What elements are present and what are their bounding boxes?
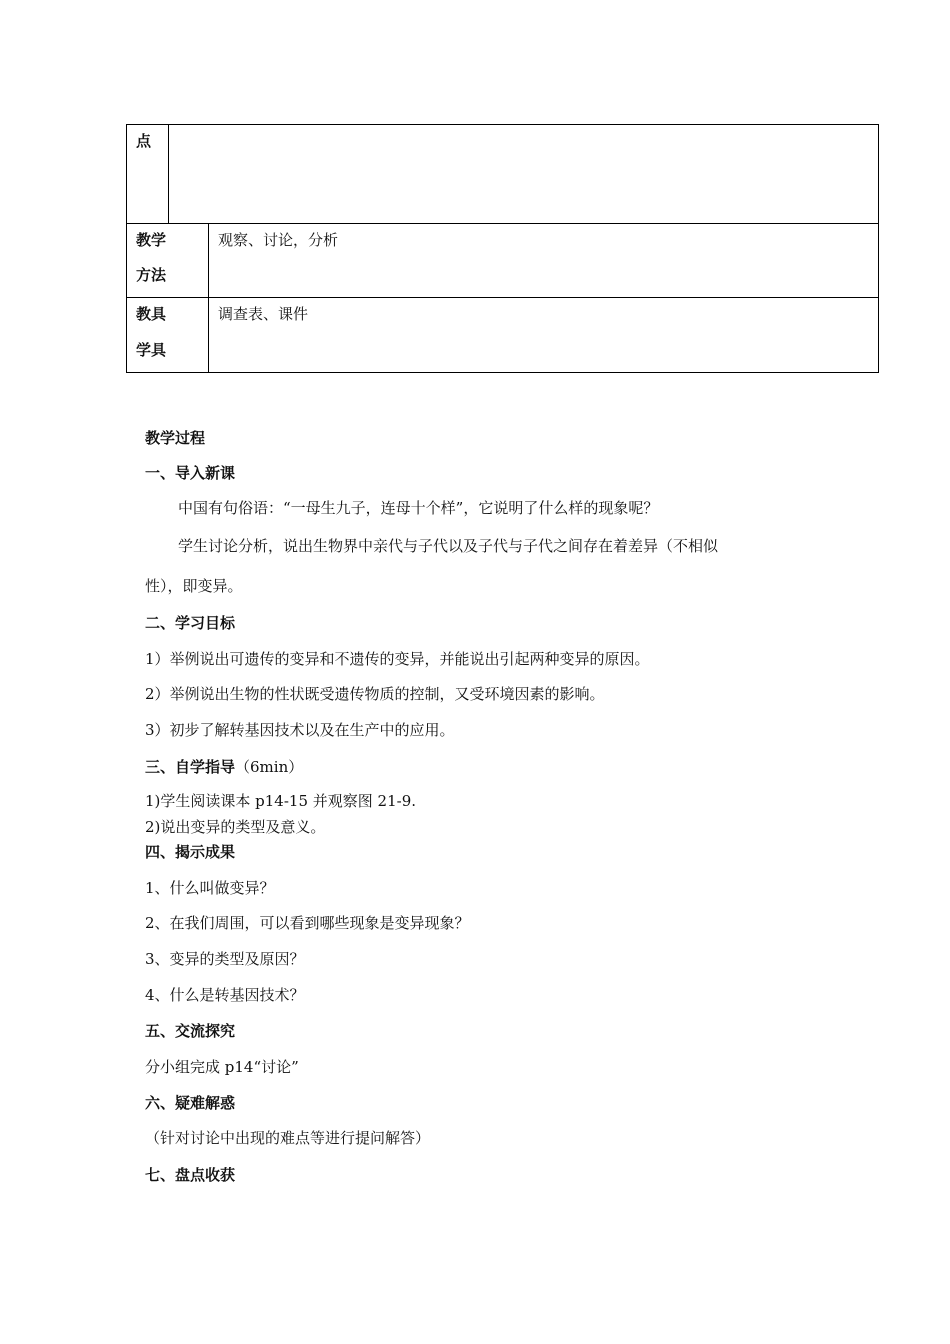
table-label-method-2: 方法: [136, 266, 167, 284]
table-label-tools-2: 学具: [136, 341, 167, 359]
list-item: 4、什么是转基因技术？: [145, 986, 305, 1004]
section-heading-5: 五、交流探究: [145, 1022, 236, 1040]
table-row-divider: [126, 223, 879, 224]
table-label-method-1: 教学: [136, 231, 167, 249]
section-heading-4: 四、揭示成果: [145, 843, 236, 861]
section-heading-1: 一、导入新课: [145, 464, 236, 482]
section-heading-2: 二、学习目标: [145, 614, 236, 632]
table-label-point: 点: [136, 132, 152, 150]
section-heading-7: 七、盘点收获: [145, 1166, 236, 1184]
section-heading-3-text: 三、自学指导: [145, 758, 236, 776]
table-row-divider: [126, 297, 879, 298]
list-item: 1、什么叫做变异？: [145, 879, 275, 897]
paragraph: 中国有句俗语：“一母生九子，连母十个样”，它说明了什么样的现象呢？: [178, 499, 659, 517]
table-col-divider: [208, 223, 209, 373]
list-item: 2)说出变异的类型及意义。: [145, 818, 326, 836]
list-item: 2、在我们周围，可以看到哪些现象是变异现象？: [145, 914, 470, 932]
table-value-tools: 调查表、课件: [218, 305, 309, 323]
table-label-tools-1: 教具: [136, 305, 167, 323]
section-heading-3: [145, 756, 303, 777]
section-heading-3-suffix: （6min）: [235, 758, 304, 776]
paragraph: 分小组完成 p14“讨论”: [145, 1058, 299, 1076]
paragraph-continuation: 性），即变异。: [145, 577, 243, 595]
section-title: 教学过程: [145, 429, 206, 447]
list-item: 2）举例说出生物的性状既受遗传物质的控制，又受环境因素的影响。: [145, 685, 605, 703]
paragraph: （针对讨论中出现的难点等进行提问解答）: [145, 1129, 431, 1147]
list-item: 3、变异的类型及原因？: [145, 950, 305, 968]
section-heading-6: 六、疑难解惑: [145, 1094, 236, 1112]
list-item: 1）举例说出可遗传的变异和不遗传的变异，并能说出引起两种变异的原因。: [145, 650, 650, 668]
list-item: 3）初步了解转基因技术以及在生产中的应用。: [145, 721, 455, 739]
paragraph: 学生讨论分析，说出生物界中亲代与子代以及子代与子代之间存在着差异（不相似: [178, 537, 719, 555]
table-value-method: 观察、讨论，分析: [218, 231, 339, 249]
list-item: 1)学生阅读课本 p14-15 并观察图 21-9.: [145, 792, 417, 810]
table-col-divider: [168, 124, 169, 223]
